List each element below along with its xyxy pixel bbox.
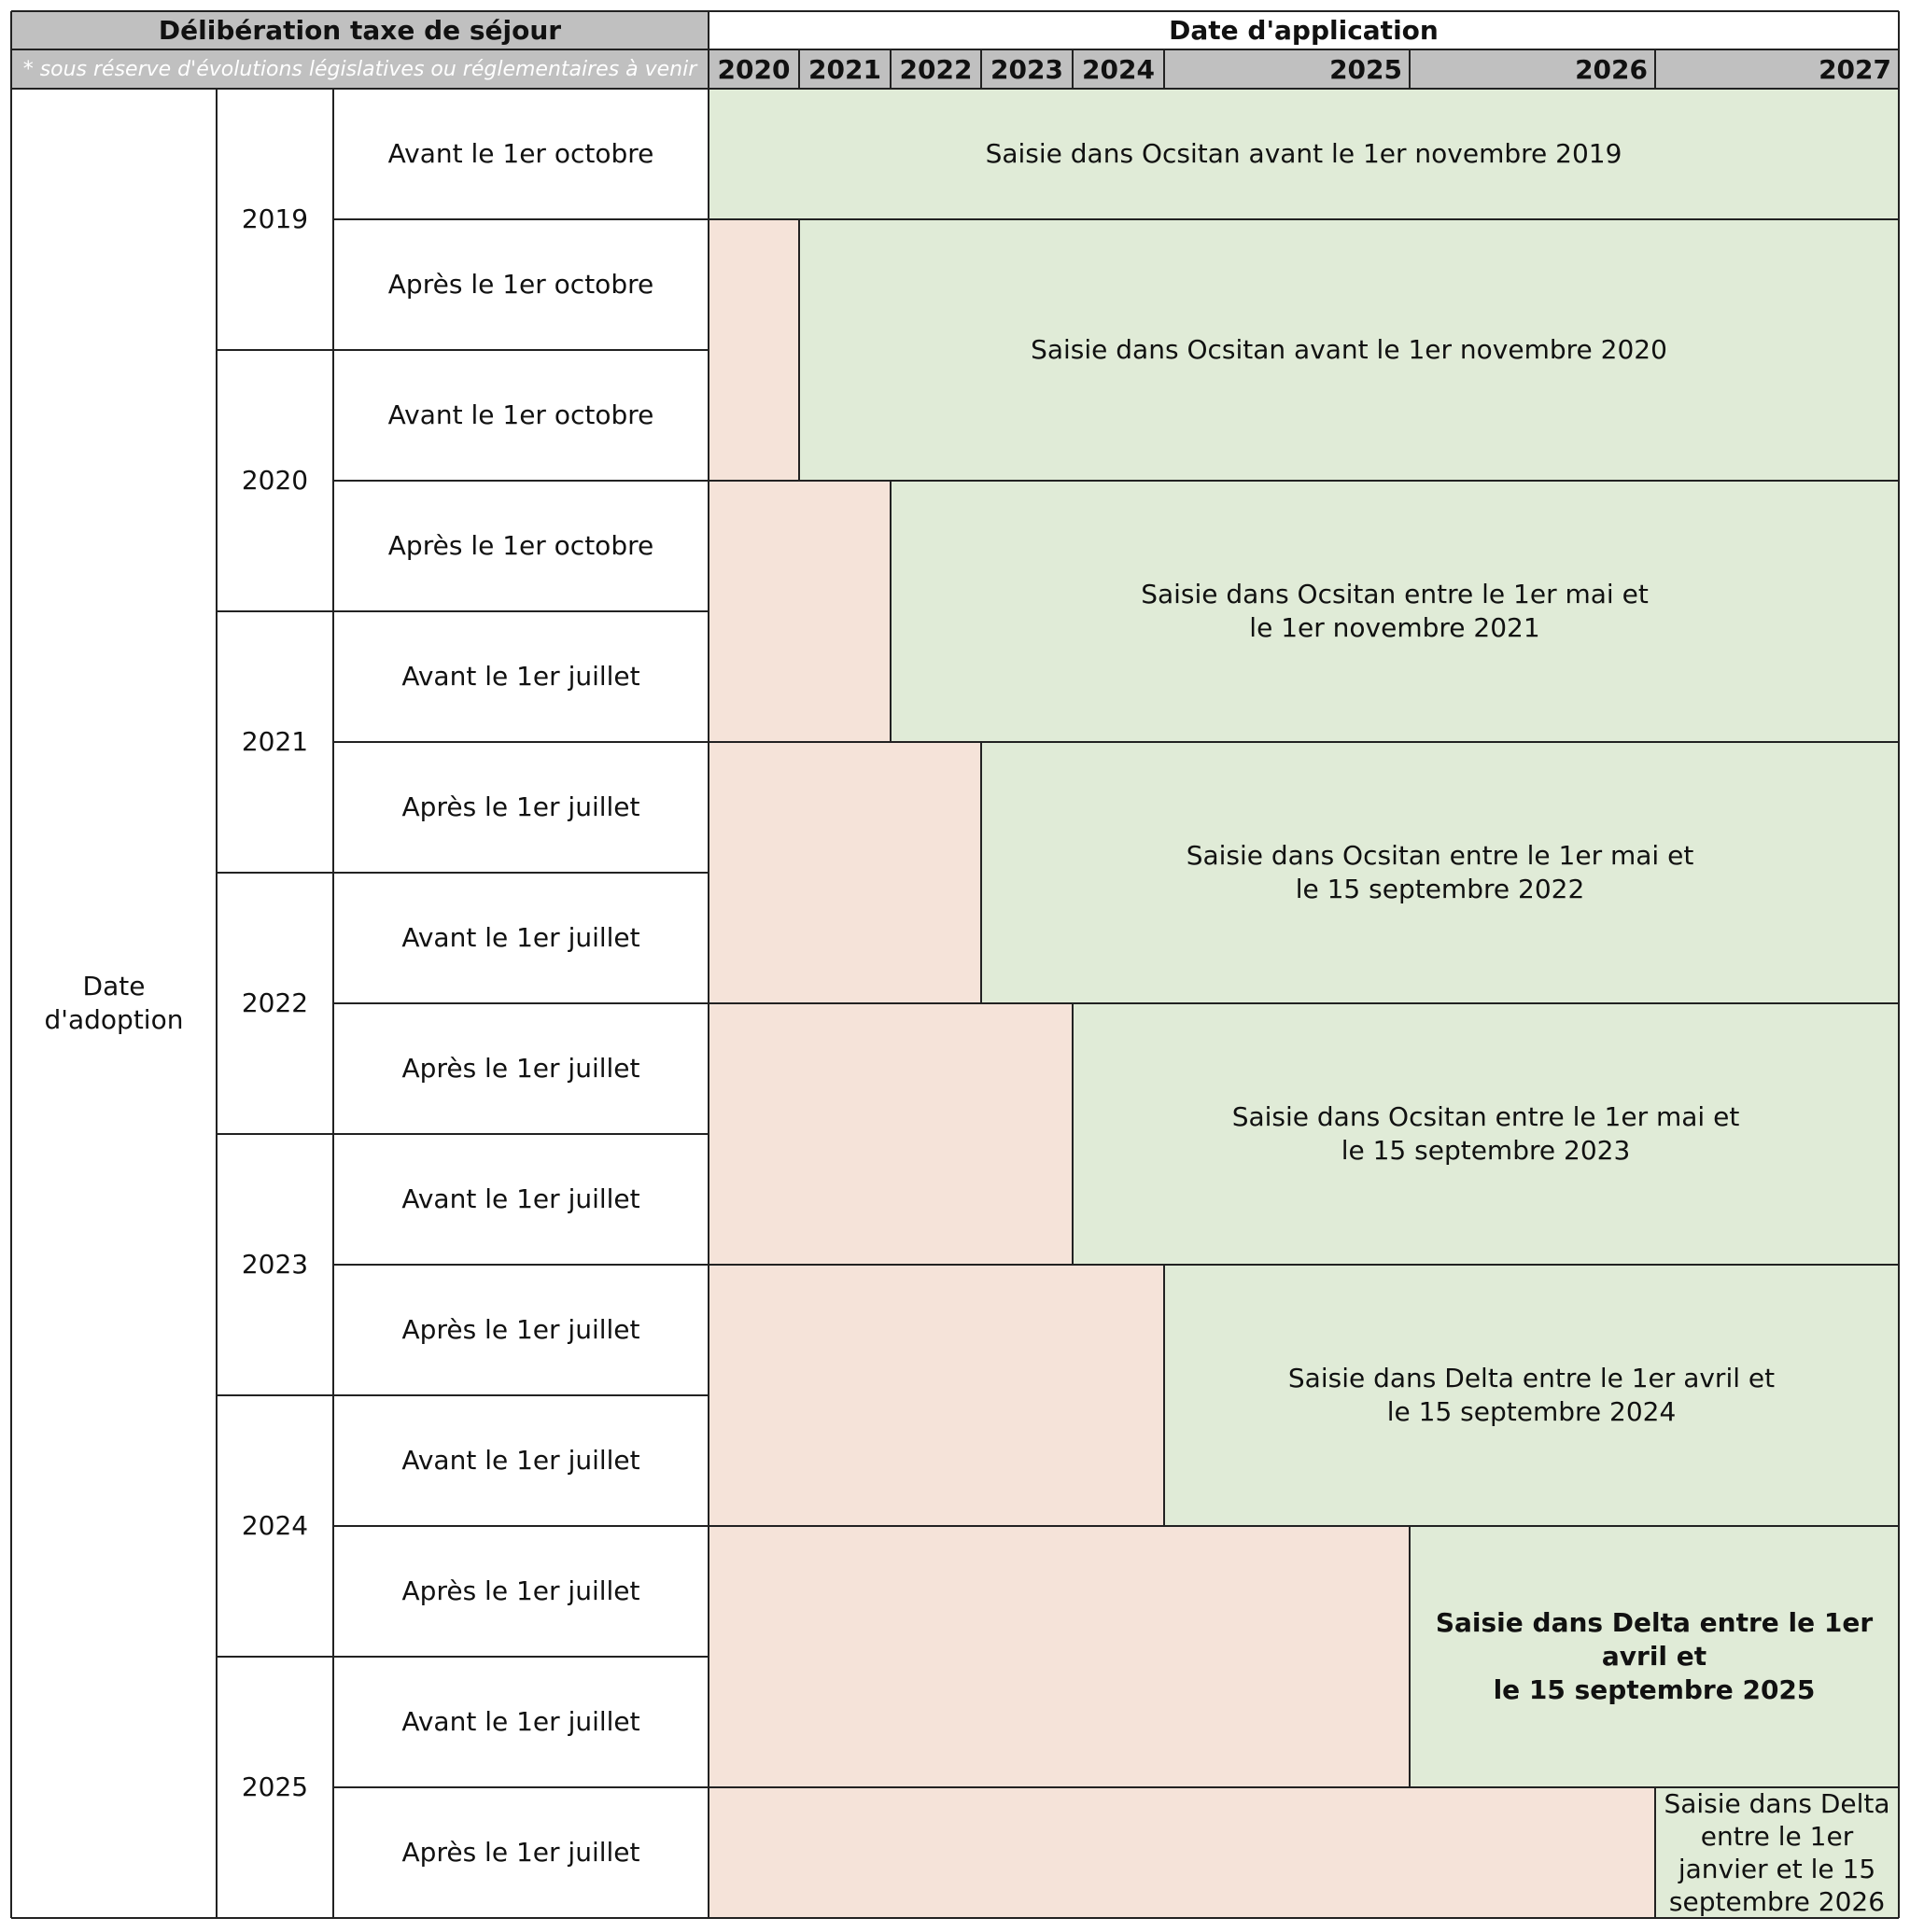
- entry-instruction: Saisie dans Delta entre le 1er avril et le 15 septembre 2025: [1410, 1526, 1899, 1787]
- adoption-date-label: Date d'adoption: [44, 971, 184, 1035]
- not-applicable-period: [709, 1526, 1410, 1787]
- period-row: Après le 1er octobre: [387, 269, 654, 300]
- border-line: [11, 88, 1899, 90]
- border-line: [709, 1002, 1899, 1004]
- border-line: [1654, 49, 1656, 89]
- border-line: [217, 1394, 333, 1396]
- border-line: [333, 1264, 709, 1266]
- year-header-2026: 2026: [1410, 49, 1655, 89]
- border-line: [10, 11, 12, 1918]
- border-line: [333, 872, 709, 874]
- year-header-2020: 2020: [709, 49, 799, 89]
- not-applicable-period: [709, 481, 891, 742]
- application-date-header: Date d'application: [1169, 15, 1439, 46]
- border-line: [217, 610, 333, 612]
- border-line: [216, 89, 218, 1918]
- period-row: Après le 1er octobre: [387, 530, 654, 561]
- border-line: [709, 480, 1899, 482]
- adoption-year-2023: 2023: [241, 1249, 309, 1280]
- year-header-2023: 2023: [981, 49, 1073, 89]
- entry-instruction: Saisie dans Ocsitan avant le 1er novembre 2020: [799, 219, 1899, 481]
- border-line: [333, 218, 709, 220]
- entry-instruction: Saisie dans Delta entre le 1er avril et le 15 septembre 2024: [1164, 1265, 1899, 1526]
- period-row: Avant le 1er juillet: [401, 1706, 640, 1737]
- border-line: [333, 1133, 709, 1135]
- border-line: [1072, 49, 1074, 89]
- adoption-year-2024: 2024: [241, 1510, 309, 1541]
- year-header-2027: 2027: [1655, 49, 1899, 89]
- border-line: [1409, 1526, 1411, 1787]
- border-line: [709, 741, 1899, 743]
- border-line: [217, 349, 333, 351]
- year-header-2024: 2024: [1073, 49, 1164, 89]
- border-line: [11, 10, 1899, 12]
- entry-instruction: Saisie dans Delta entre le 1er janvier et le 15 septembre 2026: [1655, 1787, 1899, 1918]
- border-line: [333, 1656, 709, 1658]
- period-row: Après le 1er juillet: [401, 1314, 640, 1345]
- adoption-year-2020: 2020: [241, 465, 309, 496]
- not-applicable-period: [709, 219, 799, 481]
- border-line: [11, 49, 1899, 50]
- border-line: [333, 480, 709, 482]
- border-line: [217, 1133, 333, 1135]
- entry-instruction: Saisie dans Ocsitan entre le 1er mai et le 1er novembre 2021: [891, 481, 1899, 742]
- border-line: [798, 219, 800, 481]
- border-line: [333, 741, 709, 743]
- year-header-2021: 2021: [799, 49, 891, 89]
- border-line: [1654, 1787, 1656, 1918]
- border-line: [709, 1264, 1899, 1266]
- entry-instruction: Saisie dans Ocsitan avant le 1er novembre 2019: [709, 89, 1899, 219]
- border-line: [980, 742, 982, 1003]
- not-applicable-period: [709, 1265, 1164, 1526]
- border-line: [1163, 49, 1165, 89]
- entry-instruction: Saisie dans Ocsitan entre le 1er mai et le 15 septembre 2023: [1073, 1003, 1899, 1265]
- border-line: [1163, 1265, 1165, 1526]
- left-header-title: Délibération taxe de séjour: [11, 11, 709, 49]
- adoption-year-2022: 2022: [241, 987, 309, 1018]
- border-line: [1898, 11, 1900, 1918]
- period-row: Après le 1er juillet: [401, 1053, 640, 1084]
- period-row: Avant le 1er octobre: [387, 399, 654, 430]
- adoption-year-2021: 2021: [241, 726, 309, 757]
- border-line: [1409, 49, 1411, 89]
- border-line: [11, 1917, 1899, 1919]
- entry-instruction: Saisie dans Ocsitan entre le 1er mai et le 15 septembre 2022: [981, 742, 1899, 1003]
- not-applicable-period: [709, 742, 981, 1003]
- period-row: Avant le 1er juillet: [401, 922, 640, 953]
- border-line: [333, 1786, 709, 1788]
- border-line: [709, 1525, 1899, 1527]
- not-applicable-period: [709, 1003, 1073, 1265]
- period-row: Avant le 1er juillet: [401, 1183, 640, 1214]
- border-line: [890, 481, 892, 742]
- period-row: Après le 1er juillet: [401, 1837, 640, 1868]
- border-line: [709, 1786, 1899, 1788]
- border-line: [798, 49, 800, 89]
- year-header-2025: 2025: [1164, 49, 1410, 89]
- border-line: [333, 349, 709, 351]
- border-line: [333, 1525, 709, 1527]
- period-row: Après le 1er juillet: [401, 791, 640, 822]
- adoption-year-2025: 2025: [241, 1771, 309, 1802]
- border-line: [890, 49, 892, 89]
- border-line: [708, 11, 709, 1918]
- border-line: [980, 49, 982, 89]
- border-line: [1072, 1003, 1074, 1265]
- border-line: [333, 1394, 709, 1396]
- border-line: [709, 218, 1899, 220]
- left-header-note: * sous réserve d'évolutions législatives ou réglementaires à venir: [11, 49, 709, 89]
- border-line: [333, 610, 709, 612]
- border-line: [217, 872, 333, 874]
- period-row: Avant le 1er juillet: [401, 661, 640, 692]
- not-applicable-period: [709, 1787, 1655, 1918]
- year-header-2022: 2022: [891, 49, 981, 89]
- border-line: [217, 1656, 333, 1658]
- period-row: Avant le 1er juillet: [401, 1445, 640, 1476]
- adoption-year-2019: 2019: [241, 203, 309, 234]
- period-row: Après le 1er juillet: [401, 1575, 640, 1606]
- border-line: [333, 1002, 709, 1004]
- period-row: Avant le 1er octobre: [387, 138, 654, 169]
